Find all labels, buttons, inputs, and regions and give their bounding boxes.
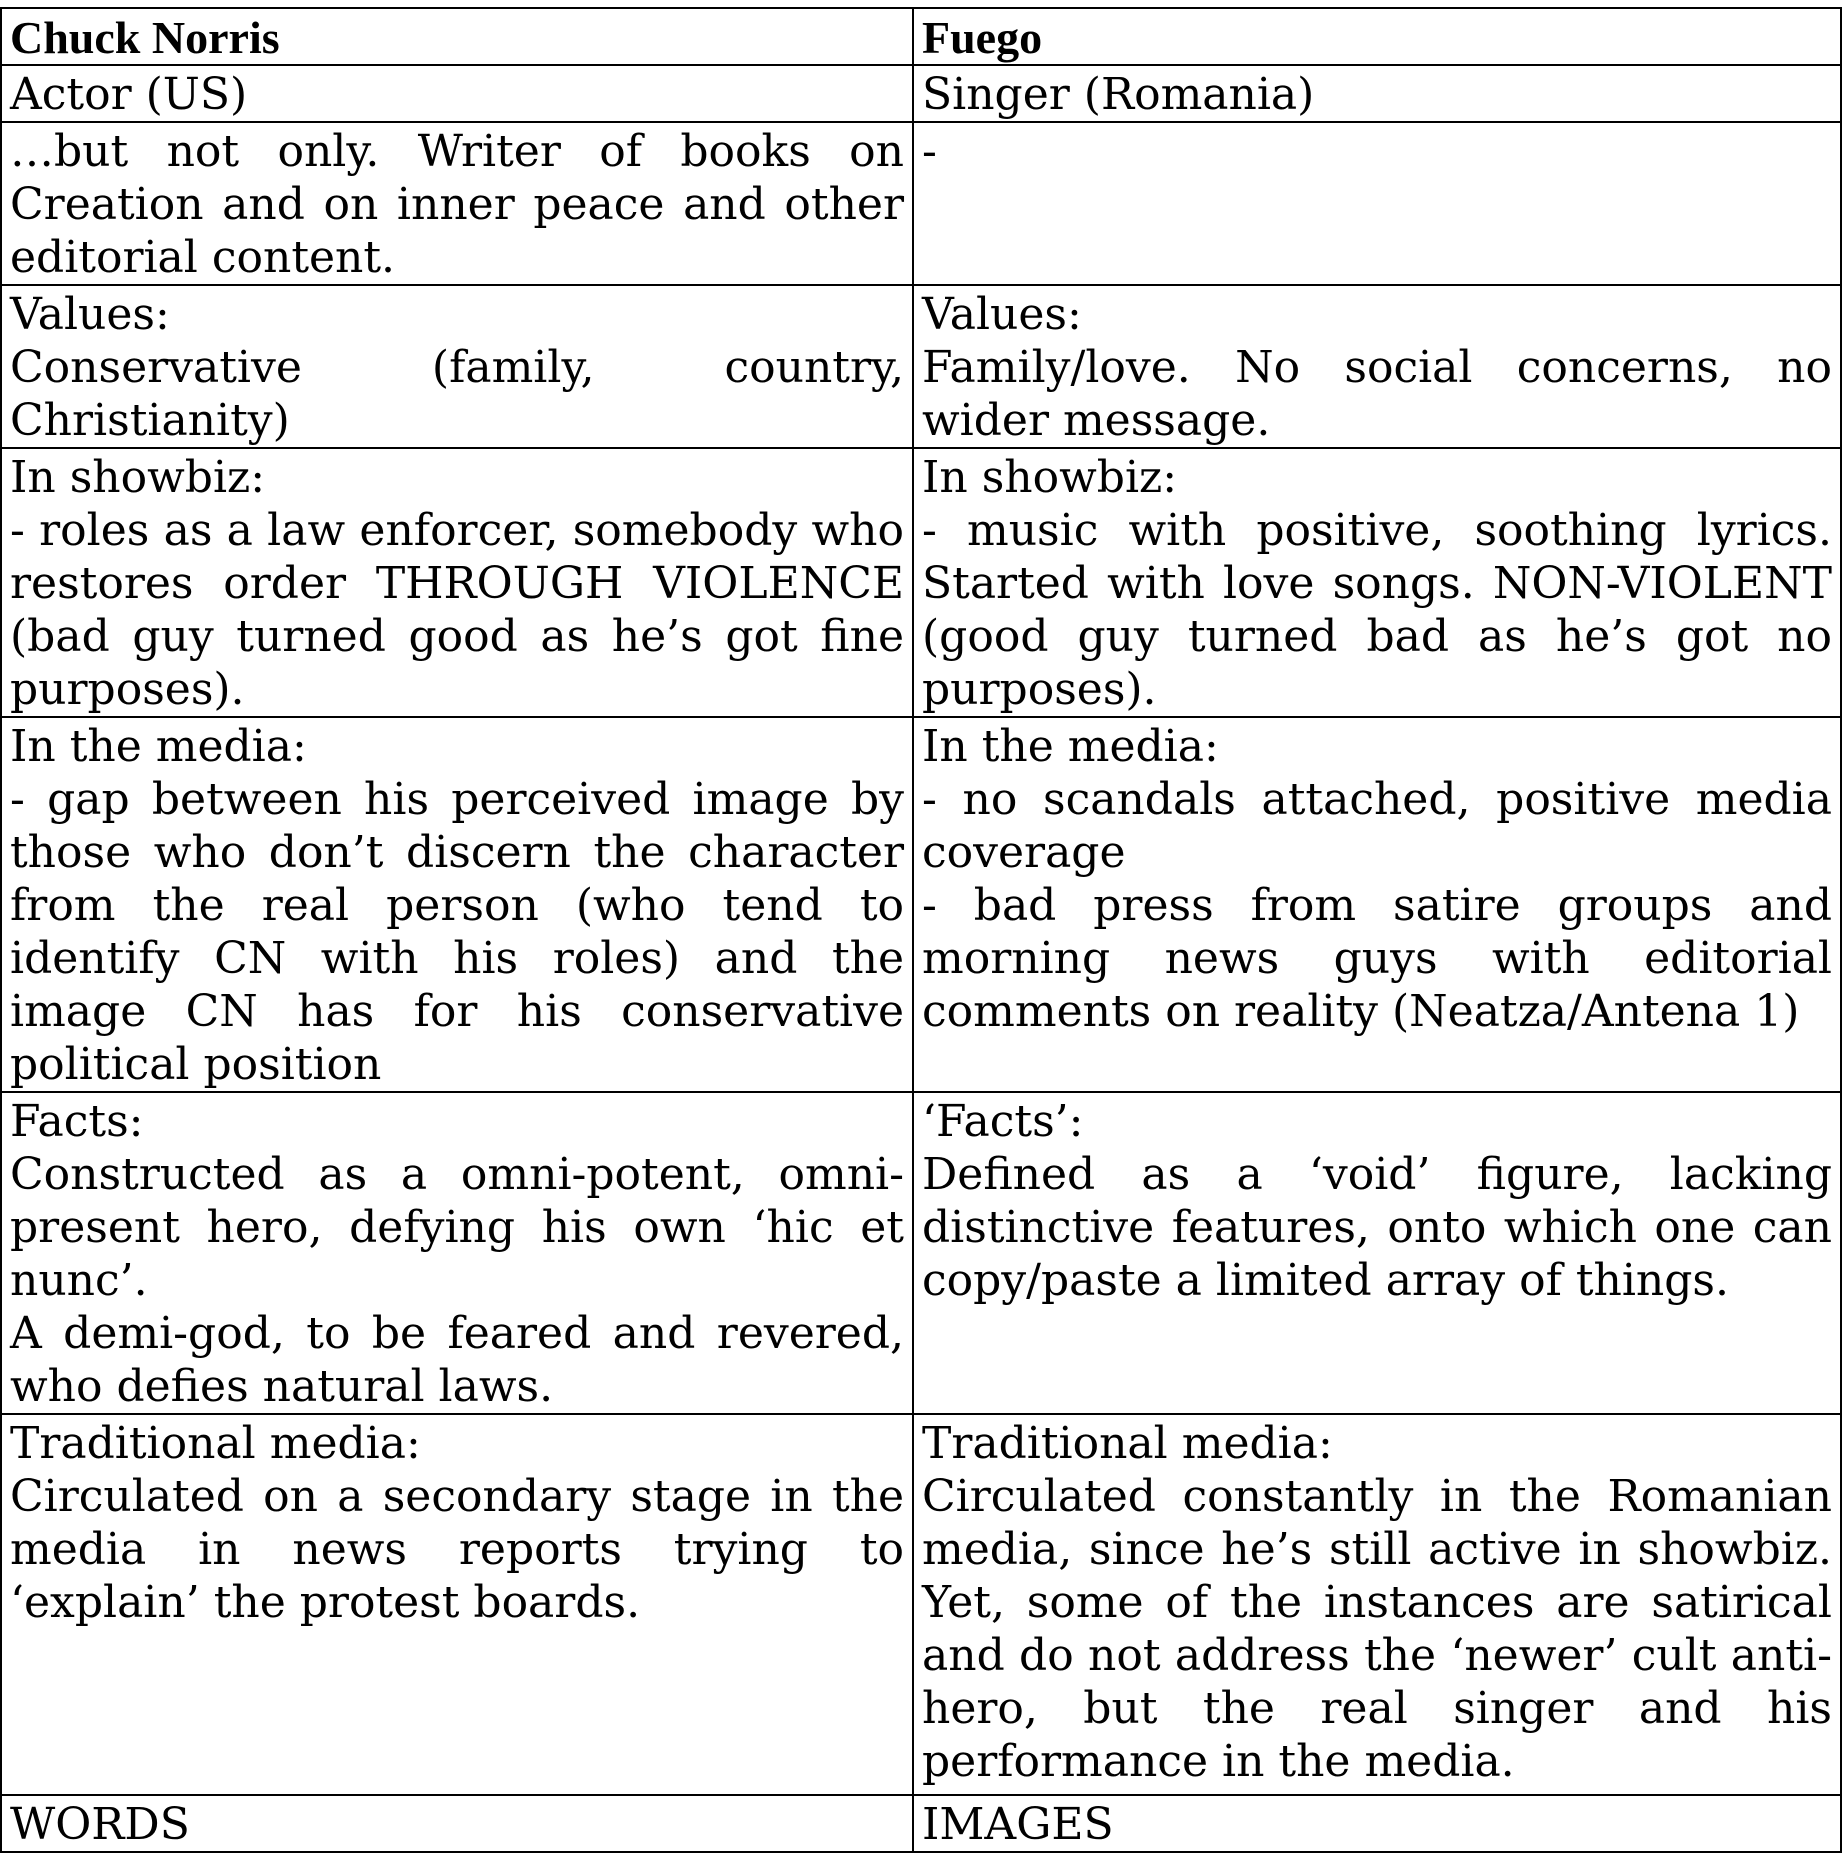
table-row [1, 122, 1841, 285]
comparison-table [0, 7, 1846, 1853]
table-row [1, 448, 1841, 717]
cell-text: Defined as a ‘void’ figure, lacking distinctive features, onto which one can copy/paste a limited array of things. [922, 1149, 1846, 1306]
cell-heading: Traditional media: [922, 1418, 1333, 1469]
cell-heading: In showbiz: [10, 452, 266, 503]
cell-text: Circulated constantly in the Romanian media, since he’s still active in showbiz. Yet, some of the instances are satirical and do not address the ‘newer’ cult anti-hero, but the real singer and his performance in the media. [922, 1471, 1846, 1787]
cell-text: - gap between his perceived image by those who don’t discern the character from the real person (who tend to identify CN with his roles) and the image CN has for his conservative political position [10, 774, 918, 1090]
cell-heading: In the media: [922, 721, 1219, 772]
table-cell-left [1, 717, 918, 1092]
cell-text: Actor (US) [10, 69, 248, 120]
table-cell-right [913, 1795, 1841, 1852]
table-cell-left [1, 122, 918, 285]
header-cell-right: Fuego [913, 8, 1841, 65]
cell-heading: In the media: [10, 721, 307, 772]
cell-heading: Values: [922, 289, 1082, 340]
table-row [1, 717, 1841, 1092]
table-cell-left [1, 65, 913, 122]
cell-text: - music with positive, soothing lyrics. Started with love songs. NON-VIOLENT (good guy turned bad as he’s got no purposes). [922, 505, 1846, 715]
table-cell-right [913, 1414, 1846, 1795]
cell-text: Circulated on a secondary stage in the media in news reports trying to ‘explain’ the protest boards. [10, 1471, 918, 1628]
cell-heading: Values: [10, 289, 170, 340]
table-cell-right [913, 717, 1846, 1092]
cell-text: - roles as a law enforcer, somebody who restores order THROUGH VIOLENCE (bad guy turned good as he’s got fine purposes). [10, 505, 918, 715]
table-cell-right [913, 1092, 1846, 1414]
table-cell-right [913, 65, 1841, 122]
table-row [1, 1414, 1841, 1795]
table-row [1, 285, 1841, 448]
table-row [1, 1092, 1841, 1414]
cell-text: Conservative (family, country, Christianity) [10, 342, 918, 446]
cell-text: A demi-god, to be feared and revered, who defies natural laws. [10, 1308, 918, 1412]
cell-text: IMAGES [922, 1799, 1114, 1850]
cell-heading: ‘Facts’: [922, 1096, 1084, 1147]
cell-text: Family/love. No social concerns, no wider message. [922, 342, 1846, 446]
table-cell-left [1, 285, 918, 448]
cell-heading: Facts: [10, 1096, 144, 1147]
table-cell-left [1, 1092, 918, 1414]
table-cell-right [913, 285, 1846, 448]
table-row [1, 65, 1841, 122]
cell-heading: Traditional media: [10, 1418, 421, 1469]
header-cell-left: Chuck Norris [1, 8, 913, 65]
table-cell-right [913, 448, 1846, 717]
table-cell-left [1, 1795, 913, 1852]
cell-text: …but not only. Writer of books on Creation and on inner peace and other editorial content. [10, 126, 918, 283]
cell-text: WORDS [10, 1799, 190, 1850]
table-header-row [1, 8, 1841, 65]
cell-text: - [922, 126, 937, 177]
cell-heading: In showbiz: [922, 452, 1178, 503]
table-cell-left [1, 1414, 918, 1795]
cell-text: Singer (Romania) [922, 69, 1315, 120]
table-row [1, 1795, 1841, 1852]
cell-text: - bad press from satire groups and morning news guys with editorial comments on reality (Neatza/Antena 1) [922, 880, 1846, 1037]
cell-text: - no scandals attached, positive media coverage [922, 774, 1846, 878]
table-cell-left [1, 448, 918, 717]
table-cell-right [913, 122, 1841, 285]
cell-text: Constructed as a omni-potent, omni-present hero, defying his own ‘hic et nunc’. [10, 1149, 918, 1306]
